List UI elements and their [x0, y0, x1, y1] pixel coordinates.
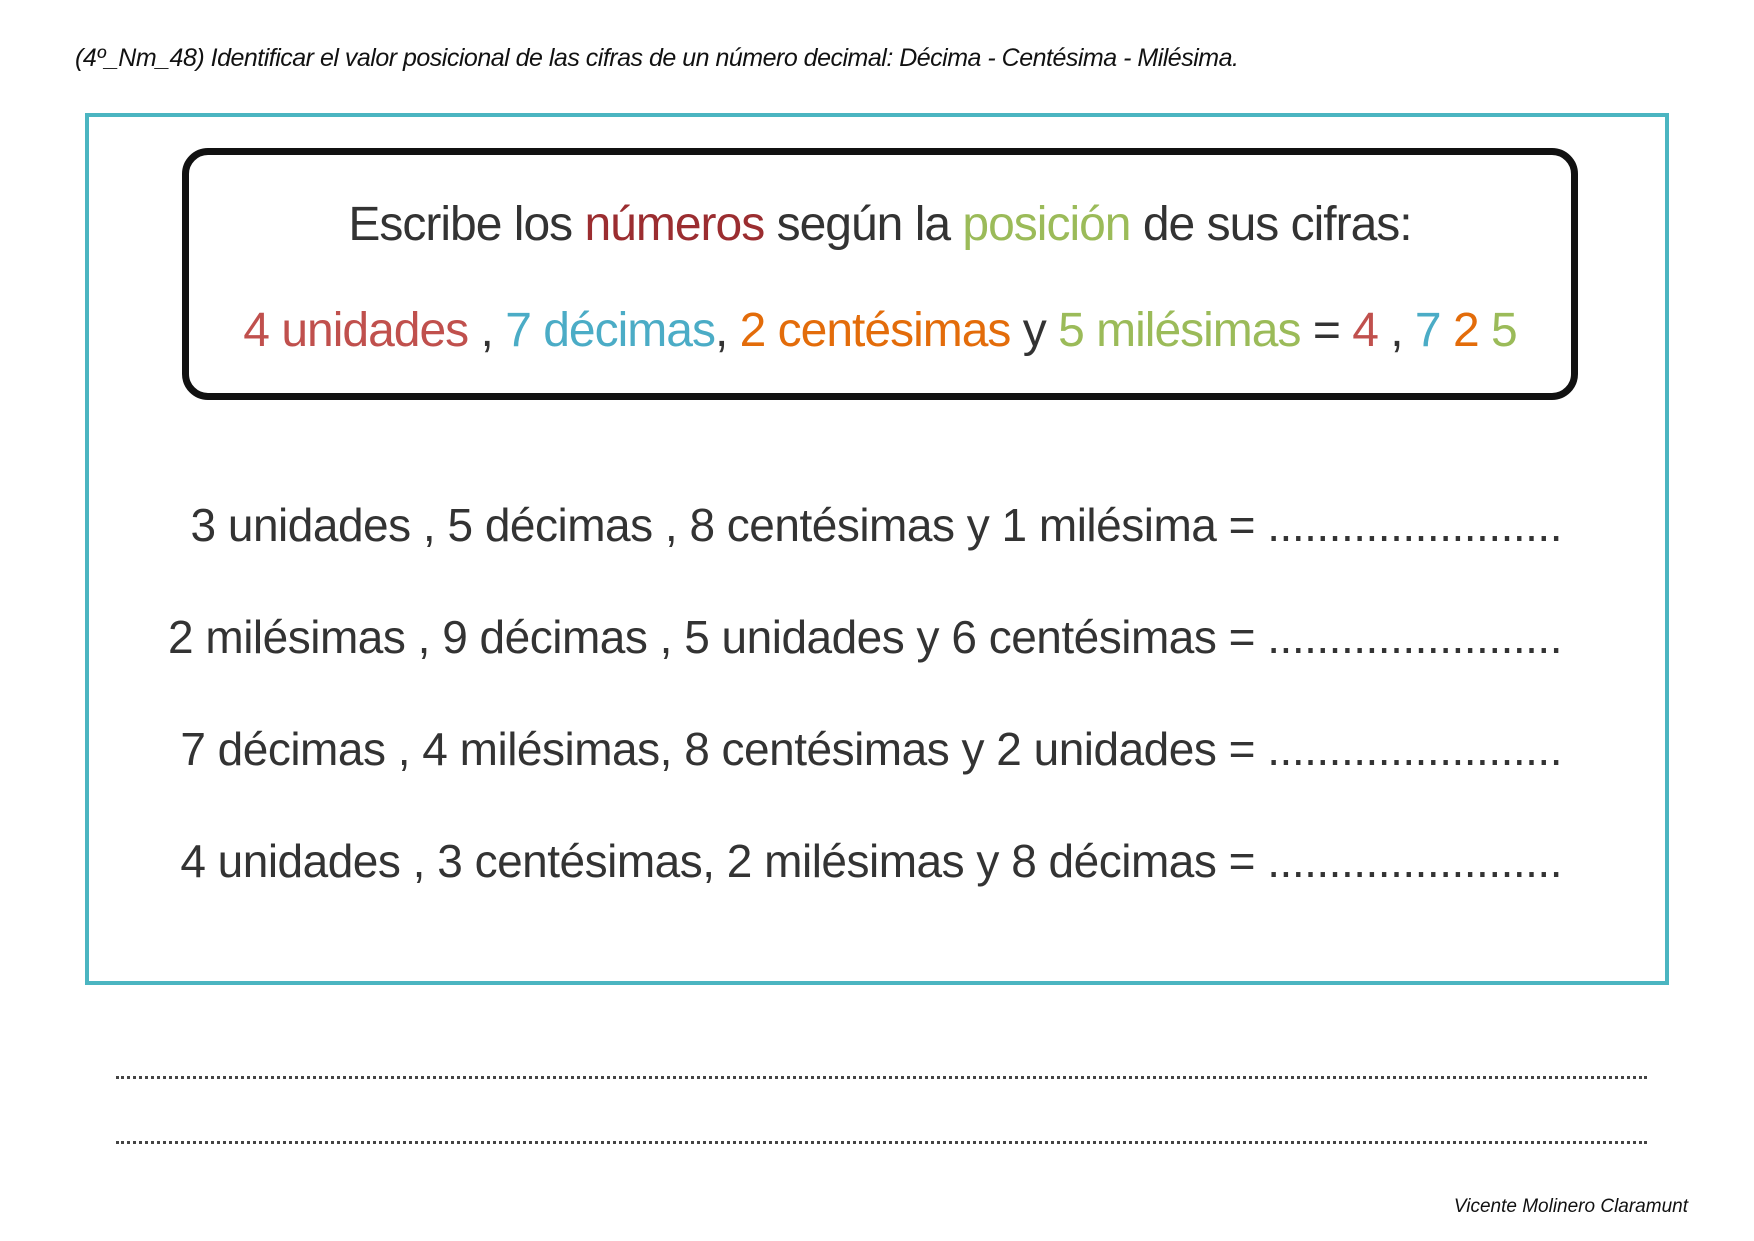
instruction-text: según la — [764, 198, 963, 251]
result-digit-thousandths: 5 — [1491, 304, 1517, 357]
exercise-row[interactable]: 2 milésimas , 9 décimas , 5 unidades y 6 centésimas = ........................ — [168, 611, 1562, 663]
example-sep: y — [1010, 304, 1059, 357]
exercise-row[interactable]: 3 unidades , 5 décimas , 8 centésimas y 1 milésima = ........................ — [190, 499, 1562, 551]
exercise-row[interactable]: 7 décimas , 4 milésimas, 8 centésimas y 2 unidades = ........................ — [180, 723, 1562, 775]
example-centesimas: 2 centésimas — [739, 304, 1011, 357]
worksheet-title: (4º_Nm_48) Identificar el valor posicional de las cifras de un número decimal: Décima - Centésima - Milésima. — [75, 44, 1239, 72]
result-digit-hundredths: 2 — [1452, 304, 1479, 357]
answer-line[interactable] — [116, 1076, 1647, 1079]
instruction-text: de sus cifras: — [1130, 198, 1412, 251]
example-milesimas: 5 milésimas — [1058, 304, 1301, 357]
example-sep: , — [468, 304, 506, 357]
instruction-text: Escribe los — [348, 198, 585, 251]
result-digit-tenths: 7 — [1414, 304, 1441, 357]
instruction-heading — [189, 197, 1571, 252]
instruction-box — [182, 148, 1578, 400]
result-comma: , — [1377, 304, 1415, 357]
example-line — [189, 303, 1571, 358]
example-equals: = — [1300, 304, 1353, 357]
instruction-numeros: números — [584, 198, 765, 251]
example-unidades: 4 unidades — [243, 304, 469, 357]
example-decimas: 7 décimas — [505, 304, 715, 357]
author-signature: Vicente Molinero Claramunt — [1453, 1196, 1688, 1217]
exercise-row[interactable]: 4 unidades , 3 centésimas, 2 milésimas y 8 décimas = ........................ — [180, 835, 1562, 887]
result-digit-units: 4 — [1352, 304, 1378, 357]
instruction-posicion: posición — [962, 198, 1131, 251]
space — [1479, 304, 1491, 357]
example-sep: , — [714, 304, 740, 357]
answer-line[interactable] — [116, 1141, 1647, 1144]
space — [1441, 304, 1453, 357]
